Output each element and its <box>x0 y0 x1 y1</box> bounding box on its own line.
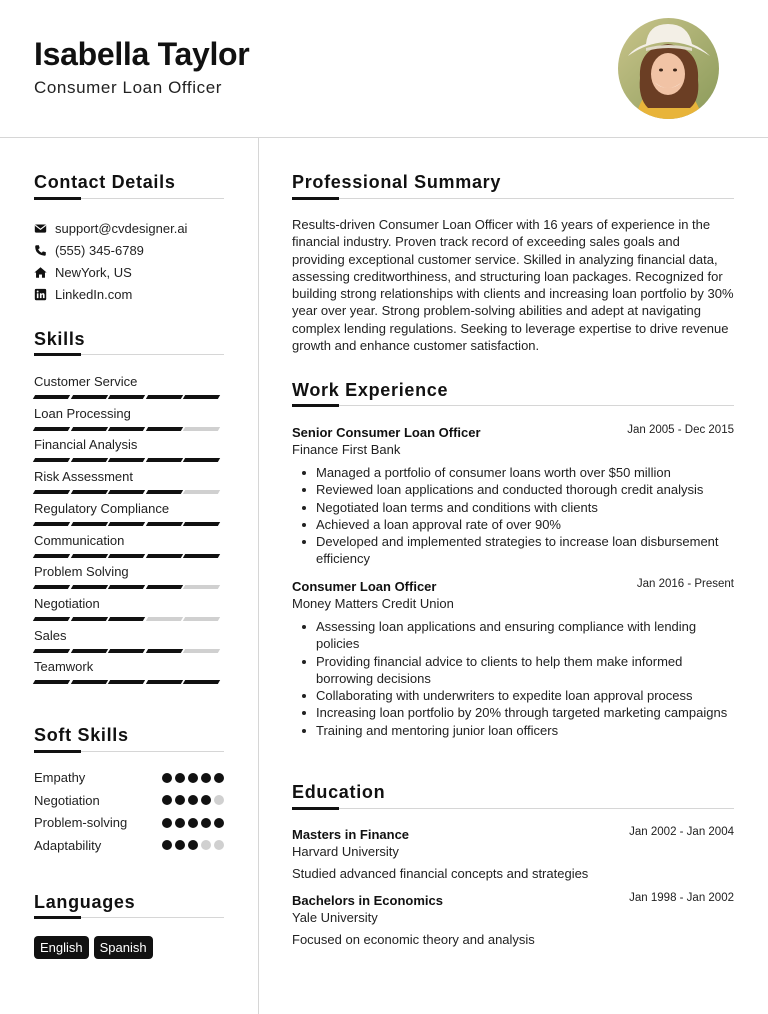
skill-level-segment <box>108 427 145 431</box>
skill-level-segment <box>70 522 107 526</box>
skill-level-segment <box>146 680 183 684</box>
contact-phone[interactable] <box>34 243 144 258</box>
skill-level-segment <box>183 680 220 684</box>
skill-item <box>34 406 224 431</box>
degree-dates: Jan 2002 - Jan 2004 <box>629 826 734 838</box>
skill-level-segment <box>146 554 183 558</box>
skills-section-rule <box>34 354 224 355</box>
skill-level-segment <box>70 458 107 462</box>
phone-icon <box>34 244 47 257</box>
skill-item <box>34 659 224 684</box>
skill-name: Communication <box>34 532 125 548</box>
skill-level-segment <box>146 427 183 431</box>
education-section-rule <box>292 808 734 809</box>
soft-skill-item <box>34 838 224 853</box>
skill-level-bar <box>34 680 224 684</box>
soft-skill-name: Adaptability <box>34 837 102 853</box>
skill-name: Risk Assessment <box>34 469 133 485</box>
skill-level-segment <box>33 490 70 494</box>
school-name: Harvard University <box>292 844 399 859</box>
skill-level-segment <box>70 649 107 653</box>
skill-level-segment <box>33 649 70 653</box>
summary-section-title: Professional Summary <box>292 172 502 192</box>
education-section-title: Education <box>292 782 386 802</box>
degree-description: Focused on economic theory and analysis <box>292 932 535 947</box>
school-name: Yale University <box>292 910 378 925</box>
skill-level-segment <box>33 585 70 589</box>
skill-level-bar <box>34 554 224 558</box>
contact-location <box>34 265 132 280</box>
skill-item <box>34 564 224 589</box>
skill-level-bar <box>34 490 224 494</box>
skill-level-segment <box>70 585 107 589</box>
work-section-title: Work Experience <box>292 380 449 400</box>
linkedin-icon <box>34 288 47 301</box>
skill-item <box>34 501 224 526</box>
contact-section-title: Contact Details <box>34 172 176 192</box>
soft-skill-rating <box>162 840 224 850</box>
skill-name: Teamwork <box>34 659 94 675</box>
skill-name: Problem Solving <box>34 564 129 580</box>
languages-section-rule <box>34 917 224 918</box>
skill-level-segment <box>108 585 145 589</box>
soft-skill-name: Empathy <box>34 770 86 785</box>
skill-level-segment <box>183 427 220 431</box>
job-bullet: Collaborating with underwriters to expedite loan approval process <box>292 687 734 704</box>
degree-title: Masters in Finance <box>292 827 410 842</box>
rating-dot <box>201 773 211 783</box>
rating-dot <box>188 818 198 828</box>
rating-dot <box>162 795 172 805</box>
job-bullet: Training and mentoring junior loan officers <box>292 722 734 739</box>
contact-section-rule <box>34 198 224 199</box>
envelope-icon <box>34 222 47 235</box>
skill-level-segment <box>183 490 220 494</box>
contact-email-text: support@cvdesigner.ai <box>55 221 188 236</box>
rating-dot <box>175 795 185 805</box>
job-dates: Jan 2016 - Present <box>636 578 734 590</box>
rating-dot <box>214 773 224 783</box>
soft-skill-item <box>34 770 224 785</box>
skills-section-title: Skills <box>34 329 86 349</box>
resume-header <box>0 0 768 138</box>
rating-dot <box>214 818 224 828</box>
skill-level-segment <box>108 554 145 558</box>
skill-level-segment <box>183 522 220 526</box>
rating-dot <box>175 840 185 850</box>
skill-level-segment <box>108 395 145 399</box>
skill-name: Loan Processing <box>34 405 131 421</box>
job-bullet: Developed and implemented strategies to increase loan disbursement efficiency <box>292 533 734 568</box>
skill-level-segment <box>183 649 220 653</box>
soft-skill-item <box>34 815 224 830</box>
job-dates: Jan 2005 - Dec 2015 <box>627 424 734 436</box>
skill-level-segment <box>108 680 145 684</box>
skill-level-segment <box>183 554 220 558</box>
rating-dot <box>175 818 185 828</box>
skill-item <box>34 596 224 621</box>
skill-name: Negotiation <box>34 595 100 611</box>
languages-section-title: Languages <box>34 892 136 912</box>
skill-level-bar <box>34 585 224 589</box>
degree-description: Studied advanced financial concepts and strategies <box>292 866 589 881</box>
candidate-name: Isabella Taylor <box>34 36 250 72</box>
skill-item <box>34 469 224 494</box>
skill-level-segment <box>108 490 145 494</box>
degree-title: Bachelors in Economics <box>292 893 443 908</box>
skill-level-segment <box>146 585 183 589</box>
rating-dot <box>162 818 172 828</box>
column-divider <box>258 138 259 1014</box>
candidate-title: Consumer Loan Officer <box>34 78 223 97</box>
skill-level-segment <box>70 554 107 558</box>
soft-skill-name: Problem-solving <box>34 815 128 830</box>
skill-item <box>34 533 224 558</box>
rating-dot <box>214 795 224 805</box>
contact-linkedin[interactable] <box>34 287 132 302</box>
rating-dot <box>188 773 198 783</box>
skill-level-segment <box>70 617 107 621</box>
job-bullet: Managed a portfolio of consumer loans worth over $50 million <box>292 464 734 481</box>
language-badge: Spanish <box>94 936 153 959</box>
skill-level-segment <box>183 617 220 621</box>
rating-dot <box>201 840 211 850</box>
contact-location-text: NewYork, US <box>55 265 132 280</box>
summary-text: Results-driven Consumer Loan Officer with 16 years of experience in the financial industry. Proven track record of exceeding sales goals and providing exceptional customer service. Skilled in analyzing financial data, assessing creditworthiness, and structuring loan packages. Recognized for building strong relationships with clients and increasing loan portfolio by 30% year over year. Strong problem-solving abilities and adept at navigating complex lending regulations. Seeking to leverage expertise to drive revenue growth and enhance customer satisfaction. <box>292 217 734 354</box>
skill-level-bar <box>34 395 224 399</box>
skill-name: Regulatory Compliance <box>34 500 170 516</box>
job-bullets <box>292 464 734 568</box>
rating-dot <box>201 795 211 805</box>
skill-level-segment <box>33 427 70 431</box>
work-section-rule <box>292 405 734 406</box>
degree-dates: Jan 1998 - Jan 2002 <box>629 892 734 904</box>
job-bullet: Assessing loan applications and ensuring compliance with lending policies <box>292 618 734 653</box>
job-company: Money Matters Credit Union <box>292 596 454 611</box>
skill-name: Financial Analysis <box>34 437 138 453</box>
skill-level-segment <box>70 490 107 494</box>
skill-level-segment <box>70 395 107 399</box>
job-bullets <box>292 618 734 739</box>
rating-dot <box>188 795 198 805</box>
skill-level-segment <box>146 490 183 494</box>
skill-item <box>34 374 224 399</box>
skill-level-bar <box>34 649 224 653</box>
job-bullet: Increasing loan portfolio by 20% through targeted marketing campaigns <box>292 704 734 721</box>
skill-name: Sales <box>34 627 67 643</box>
rating-dot <box>214 840 224 850</box>
skill-item <box>34 437 224 462</box>
soft-skill-rating <box>162 795 224 805</box>
skill-level-segment <box>33 617 70 621</box>
skill-level-segment <box>70 680 107 684</box>
home-icon <box>34 266 47 279</box>
skill-level-segment <box>146 617 183 621</box>
skill-name: Customer Service <box>34 374 138 389</box>
rating-dot <box>162 840 172 850</box>
rating-dot <box>162 773 172 783</box>
skill-level-segment <box>33 680 70 684</box>
skill-level-segment <box>108 458 145 462</box>
job-bullet: Providing financial advice to clients to help them make informed borrowing decisions <box>292 653 734 688</box>
job-company: Finance First Bank <box>292 442 401 457</box>
skill-level-segment <box>33 458 70 462</box>
skill-level-segment <box>70 427 107 431</box>
job-title: Consumer Loan Officer <box>292 579 437 594</box>
soft-skill-name: Negotiation <box>34 792 100 808</box>
skill-level-segment <box>33 554 70 558</box>
rating-dot <box>188 840 198 850</box>
rating-dot <box>175 773 185 783</box>
skill-level-segment <box>183 585 220 589</box>
soft-skills-section-rule <box>34 751 224 752</box>
skill-level-bar <box>34 617 224 621</box>
skill-level-segment <box>146 395 183 399</box>
skill-level-segment <box>146 458 183 462</box>
profile-photo <box>618 18 719 119</box>
skill-item <box>34 628 224 653</box>
soft-skill-item <box>34 793 224 808</box>
job-title: Senior Consumer Loan Officer <box>292 425 481 440</box>
rating-dot <box>201 818 211 828</box>
contact-email[interactable] <box>34 221 187 236</box>
languages-list <box>34 936 153 959</box>
profile-photo-image <box>618 18 719 119</box>
skill-level-segment <box>33 395 70 399</box>
skill-level-bar <box>34 458 224 462</box>
soft-skill-rating <box>162 773 224 783</box>
soft-skills-section-title: Soft Skills <box>34 725 129 745</box>
skill-level-segment <box>183 395 220 399</box>
skill-level-segment <box>108 617 145 621</box>
skill-level-bar <box>34 427 224 431</box>
skill-level-segment <box>183 458 220 462</box>
skill-level-segment <box>108 522 145 526</box>
contact-linkedin-text: LinkedIn.com <box>55 287 133 302</box>
contact-phone-text: (555) 345-6789 <box>55 243 144 258</box>
skill-level-segment <box>33 522 70 526</box>
skill-level-segment <box>146 649 183 653</box>
job-bullet: Reviewed loan applications and conducted thorough credit analysis <box>292 481 734 498</box>
skill-level-segment <box>146 522 183 526</box>
skill-level-bar <box>34 522 224 526</box>
skill-level-segment <box>108 649 145 653</box>
soft-skill-rating <box>162 818 224 828</box>
summary-section-rule <box>292 198 734 199</box>
job-bullet: Achieved a loan approval rate of over 90% <box>292 516 734 533</box>
language-badge: English <box>34 936 89 959</box>
job-bullet: Negotiated loan terms and conditions with clients <box>292 499 734 516</box>
